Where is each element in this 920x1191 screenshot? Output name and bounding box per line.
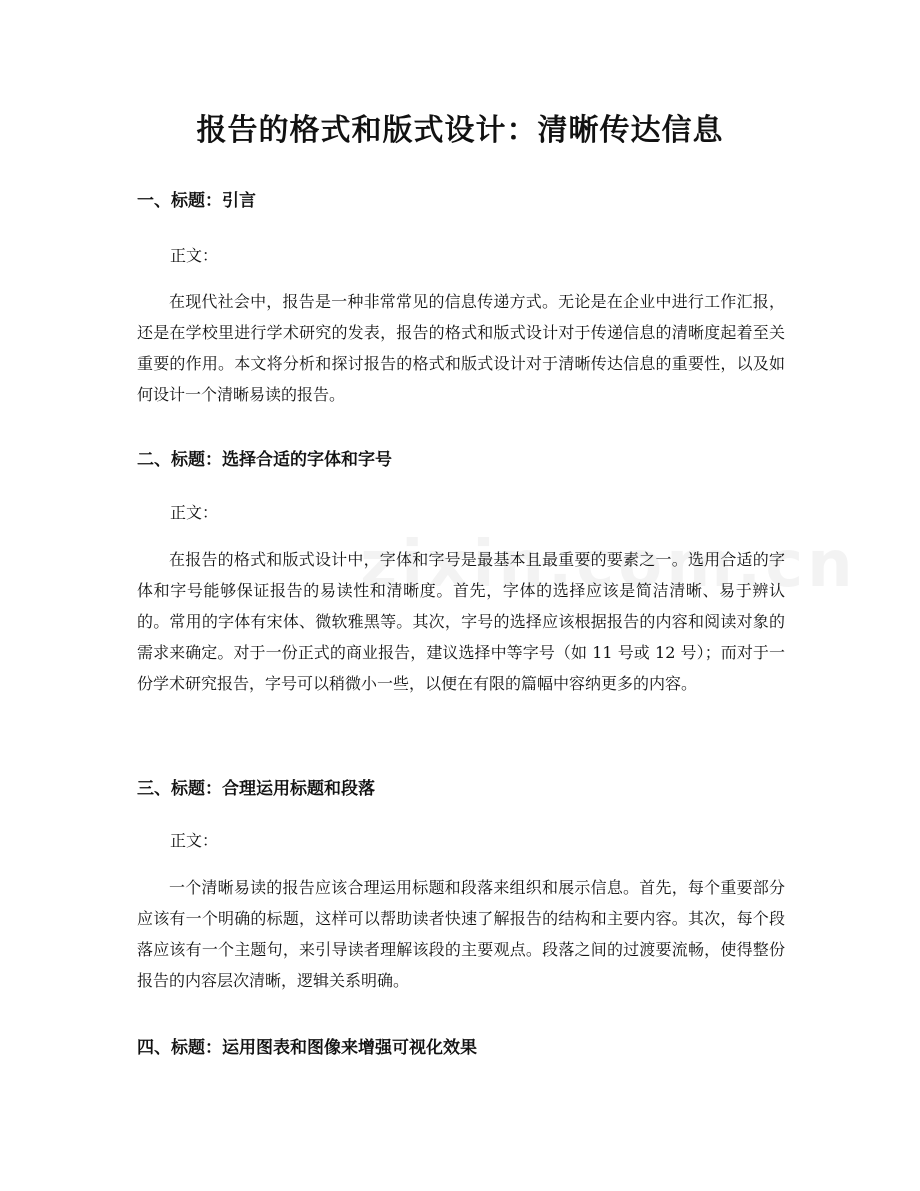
body-label: 正文： bbox=[170, 503, 219, 522]
document-title: 报告的格式和版式设计：清晰传达信息 bbox=[196, 113, 724, 148]
section-heading-headings-paragraphs: 三、标题：合理运用标题和段落 bbox=[137, 779, 375, 799]
section-heading-fonts: 二、标题：选择合适的字体和字号 bbox=[137, 450, 392, 470]
body-label: 正文： bbox=[170, 831, 219, 850]
section-heading-intro: 一、标题：引言 bbox=[137, 191, 256, 211]
section-paragraph: 在报告的格式和版式设计中，字体和字号是最基本且最重要的要素之一。选用合适的字体和字号能够保证报告的易读性和清晰度。首先，字体的选择应该是简洁清晰、易于辨认的。常用的字体有宋体、微软雅黑等。其次，字号的选择应该根据报告的内容和阅读对象的需求来确定。对于一份正式的商业报告，建议选择中等字号（如 11 号或 12 号）；而对于一份学术研究报告，字号可以稍微小一些，以便在有限的篇幅中容纳更多的内容。 bbox=[137, 550, 785, 693]
body-label: 正文： bbox=[170, 246, 219, 265]
section-heading-charts-images: 四、标题：运用图表和图像来增强可视化效果 bbox=[137, 1038, 477, 1058]
section-paragraph: 在现代社会中，报告是一种非常常见的信息传递方式。无论是在企业中进行工作汇报，还是在学校里进行学术研究的发表，报告的格式和版式设计对于传递信息的清晰度起着至关重要的作用。本文将分析和探讨报告的格式和版式设计对于清晰传达信息的重要性，以及如何设计一个清晰易读的报告。 bbox=[137, 292, 785, 404]
section-paragraph: 一个清晰易读的报告应该合理运用标题和段落来组织和展示信息。首先，每个重要部分应该有一个明确的标题，这样可以帮助读者快速了解报告的结构和主要内容。其次，每个段落应该有一个主题句，来引导读者理解该段的主要观点。段落之间的过渡要流畅，使得整份报告的内容层次清晰，逻辑关系明确。 bbox=[137, 878, 785, 990]
